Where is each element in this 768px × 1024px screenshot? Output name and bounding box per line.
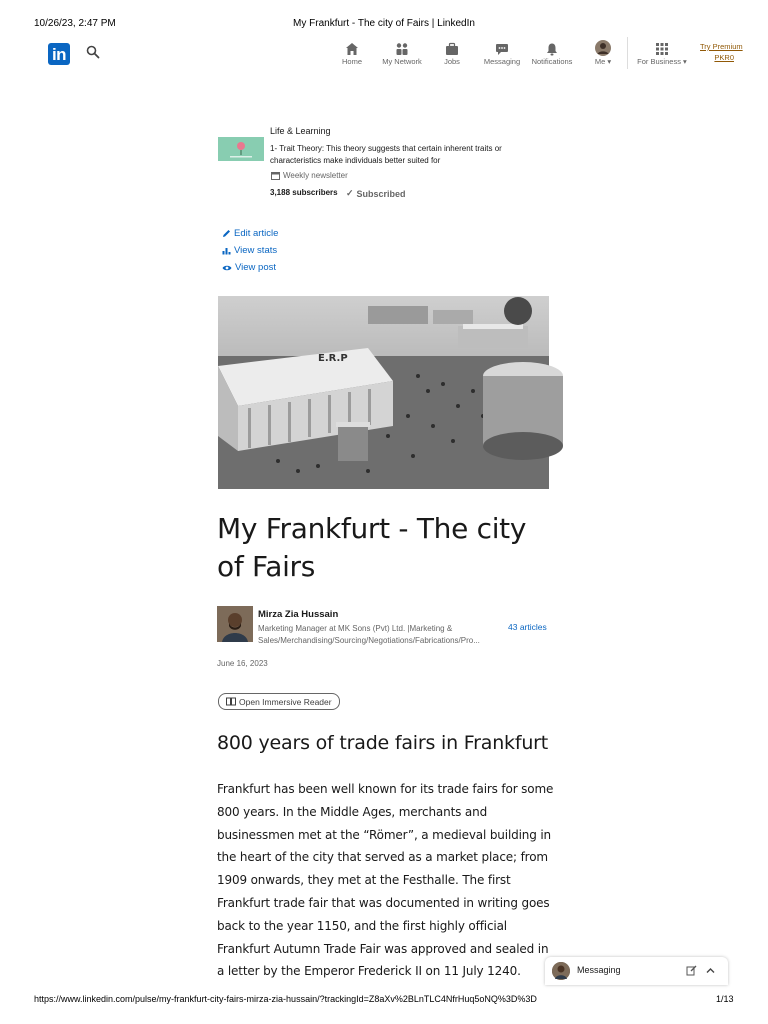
print-url: https://www.linkedin.com/pulse/my-frankfurt-city-fairs-mirza-zia-hussain/?trackingId=Z8aXv%2BLnTLC4NfrHuq5oNQ%3D%3D bbox=[34, 994, 537, 1004]
nav-notifications-label: Notifications bbox=[531, 57, 573, 66]
messaging-avatar bbox=[552, 962, 570, 980]
newsletter-frequency-label: Weekly newsletter bbox=[283, 171, 348, 180]
newsletter-logo-icon bbox=[218, 137, 264, 161]
article-body: Frankfurt has been well known for its trade fairs for some 800 years. In the Middle Ages, merchants and businessmen met at the “Römer”, a medieval building in the heart of the city that served as a market place; from 1909 onwards, they met at the Festhalle. The first Frankfurt trade fair that was documented in writing goes back to the year 1150, and the first highly official Frankfurt Autumn Trade Fair was approved and sealed in a letter by the Emperor Frederick II on 11 July 1240. bbox=[217, 782, 554, 979]
compose-icon[interactable] bbox=[686, 965, 697, 976]
author-name[interactable]: Mirza Zia Hussain bbox=[258, 609, 339, 620]
view-post-link[interactable] bbox=[222, 262, 276, 273]
subscribed-label: Subscribed bbox=[356, 188, 406, 199]
pavilion-sign: E.R.P bbox=[318, 353, 348, 364]
nav-me[interactable] bbox=[576, 38, 630, 66]
section-heading: 800 years of trade fairs in Frankfurt bbox=[217, 732, 549, 754]
bar-chart-icon bbox=[222, 246, 231, 255]
avatar bbox=[595, 40, 611, 56]
nav-home-label: Home bbox=[341, 57, 362, 66]
author-headline-line1: Marketing Manager at MK Sons (Pvt) Ltd. |Marketing & bbox=[258, 624, 453, 633]
print-page-number: 1/13 bbox=[716, 994, 734, 1004]
print-page-title: My Frankfurt - The city of Fairs | LinkedIn bbox=[293, 18, 475, 29]
grid-icon bbox=[655, 42, 669, 56]
search-icon[interactable] bbox=[86, 45, 100, 59]
nav-for-business[interactable] bbox=[632, 38, 692, 66]
newsletter-frequency bbox=[271, 171, 348, 180]
messaging-bar[interactable] bbox=[545, 957, 728, 985]
network-icon bbox=[395, 42, 409, 56]
nav-messaging[interactable] bbox=[475, 38, 529, 66]
home-icon bbox=[345, 42, 359, 56]
pencil-icon bbox=[222, 229, 231, 238]
view-stats-label: View stats bbox=[234, 245, 278, 256]
print-datetime: 10/26/23, 2:47 PM bbox=[34, 18, 116, 29]
nav-home[interactable] bbox=[325, 38, 379, 66]
nav-for-business-label: For Business bbox=[637, 57, 681, 66]
nav-messaging-label: Messaging bbox=[483, 57, 521, 66]
linkedin-logo[interactable]: in bbox=[48, 43, 70, 65]
chevron-up-icon[interactable] bbox=[705, 965, 716, 976]
premium-line-1: Try Premium bbox=[700, 42, 743, 51]
article-hero-image bbox=[218, 296, 549, 489]
book-icon bbox=[226, 697, 236, 706]
open-immersive-reader-button[interactable] bbox=[218, 693, 340, 710]
nav-my-network-label: My Network bbox=[382, 57, 422, 66]
newsletter-description: 1- Trait Theory: This theory suggests that certain inherent traits or characteristics make individuals better suited for bbox=[270, 144, 502, 165]
open-immersive-reader-label: Open Immersive Reader bbox=[239, 696, 332, 707]
author-headline bbox=[258, 623, 506, 646]
calendar-icon bbox=[271, 171, 280, 180]
nav-jobs[interactable] bbox=[425, 38, 479, 66]
newsletter-title[interactable]: Life & Learning bbox=[270, 126, 331, 136]
author-headline-line2: Sales/Merchandising/Sourcing/Negotiations/Fabrications/Pro... bbox=[258, 635, 480, 645]
nav-jobs-label: Jobs bbox=[444, 57, 460, 66]
articles-count-link[interactable]: 43 articles bbox=[508, 622, 547, 632]
view-post-label: View post bbox=[235, 262, 277, 273]
eye-icon bbox=[222, 264, 232, 272]
author-avatar[interactable] bbox=[217, 606, 253, 642]
try-premium-link[interactable] bbox=[700, 41, 743, 63]
edit-article-link[interactable] bbox=[222, 228, 278, 239]
article-title: My Frankfurt - The city of Fairs bbox=[217, 512, 527, 583]
message-icon bbox=[495, 42, 509, 56]
briefcase-icon bbox=[445, 42, 459, 56]
nav-my-network[interactable] bbox=[375, 38, 429, 66]
caret-down-icon: ▾ bbox=[680, 57, 687, 66]
publish-date: June 16, 2023 bbox=[217, 659, 268, 668]
nav-notifications[interactable] bbox=[525, 38, 579, 66]
bell-icon bbox=[545, 42, 559, 56]
newsletter-subscribers: 3,188 subscribers bbox=[270, 188, 338, 197]
premium-line-2: PKR0 bbox=[714, 53, 734, 62]
nav-me-label: Me bbox=[594, 57, 606, 66]
newsletter-thumbnail[interactable] bbox=[218, 137, 264, 161]
nav-divider bbox=[627, 37, 628, 69]
view-stats-link[interactable] bbox=[222, 245, 277, 256]
subscribed-button[interactable] bbox=[346, 188, 406, 199]
caret-down-icon: ▾ bbox=[605, 57, 612, 66]
check-icon: ✓ bbox=[346, 188, 354, 198]
messaging-label[interactable]: Messaging bbox=[577, 965, 621, 975]
edit-article-label: Edit article bbox=[234, 228, 279, 239]
